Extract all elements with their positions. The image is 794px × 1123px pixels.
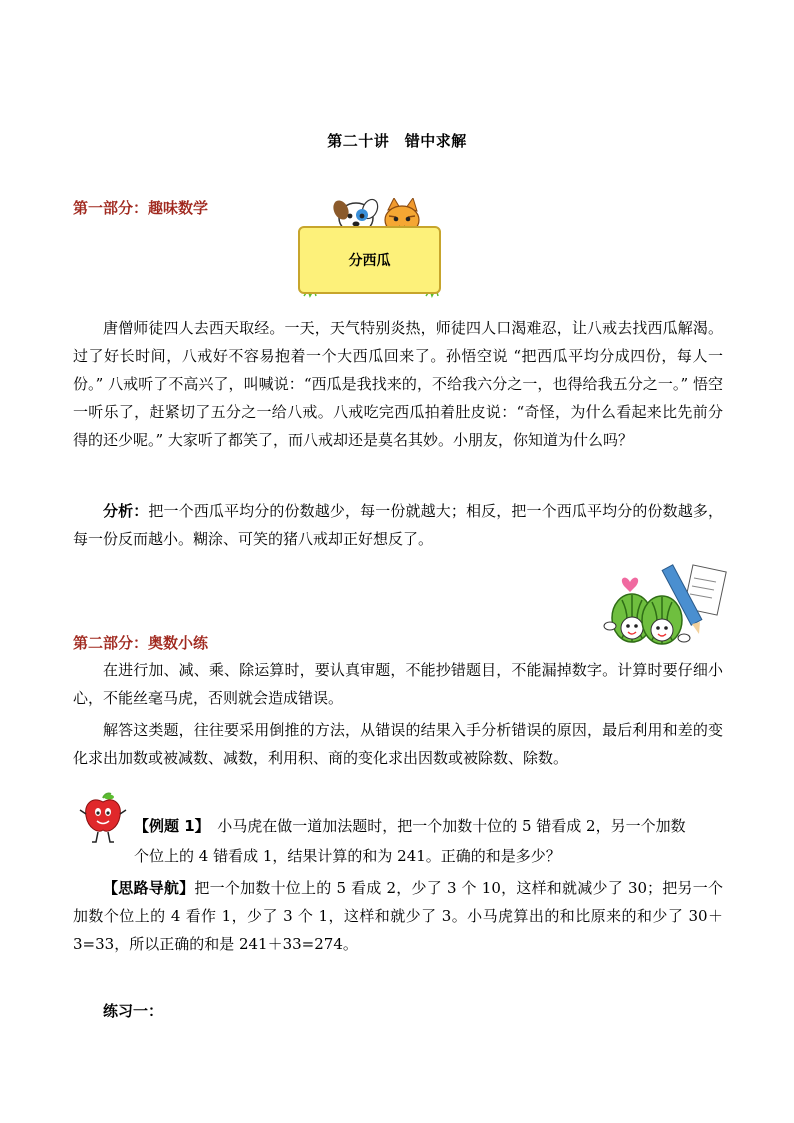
section-heading-part2: 第二部分：奥数小练 bbox=[73, 634, 209, 652]
example-1-question-part-1: 小马虎在做一道加法题时，把一个加数十位的 5 错看成 2，另一个加数 bbox=[217, 817, 686, 835]
apple-mascot-icon bbox=[78, 792, 128, 844]
melon-kids-illustration bbox=[600, 560, 730, 660]
page-title: 第二十讲 错中求解 bbox=[327, 132, 467, 150]
analysis-paragraph bbox=[73, 497, 723, 553]
intro-paragraph-2: 解答这类题，往往要采用倒推的方法，从错误的结果入手分析错误的原因，最后利用和差的变化求出加数或被减数、减数，利用积、商的变化求出因数或被除数、除数。 bbox=[73, 721, 723, 767]
section-heading-part1: 第一部分：趣味数学 bbox=[73, 199, 209, 217]
analysis-text: 把一个西瓜平均分的份数越少，每一份就越大；相反，把一个西瓜平均分的份数越多，每一份反而越小。糊涂、可笑的猪八戒却正好想反了。 bbox=[73, 502, 723, 548]
hint-text: 把一个加数十位上的 5 看成 2，少了 3 个 10，这样和就减少了 30；把另一个加数个位上的 4 看作 1，少了 3 个 1，这样和就少了 3。小马虎算出的和比原来的和少了 30＋3=33，所以正确的和是 241＋33=274。 bbox=[73, 879, 723, 953]
exercise-label: 练习一： bbox=[103, 1002, 164, 1020]
example-1-line-1 bbox=[134, 812, 734, 840]
badge-label: 分西瓜 bbox=[348, 253, 391, 269]
example-1-question-part-2: 个位上的 4 错看成 1，结果计算的和为 241。正确的和是多少？ bbox=[134, 847, 561, 865]
story-paragraph: 唐僧师徒四人去西天取经。一天，天气特别炎热，师徒四人口渴难忍，让八戒去找西瓜解渴。过了好长时间，八戒好不容易抱着一个大西瓜回来了。孙悟空说 “把西瓜平均分成四份，每人一份。” 八戒听了不高兴了，叫喊说：“西瓜是我找来的，不给我六分之一，也得给我五分之一。” 悟空一听乐了，赶紧切了五分之一给八戒。八戒吃完西瓜拍着肚皮说：“奇怪，为什么看起来比先前分得的还少呢。” 大家听了都笑了，而八戒却还是莫名其妙。小朋友，你知道为什么吗？ bbox=[73, 319, 723, 449]
analysis-label: 分析： bbox=[103, 502, 149, 520]
example-1-label: 【例题 1】 bbox=[134, 817, 203, 835]
hint-paragraph bbox=[73, 874, 723, 958]
intro-paragraph-1: 在进行加、减、乘、除运算时，要认真审题，不能抄错题目，不能漏掉数字。计算时要仔细小心，不能丝毫马虎，否则就会造成错误。 bbox=[73, 661, 723, 707]
heart-icon bbox=[622, 578, 638, 592]
hint-label: 【思路导航】 bbox=[103, 879, 195, 897]
